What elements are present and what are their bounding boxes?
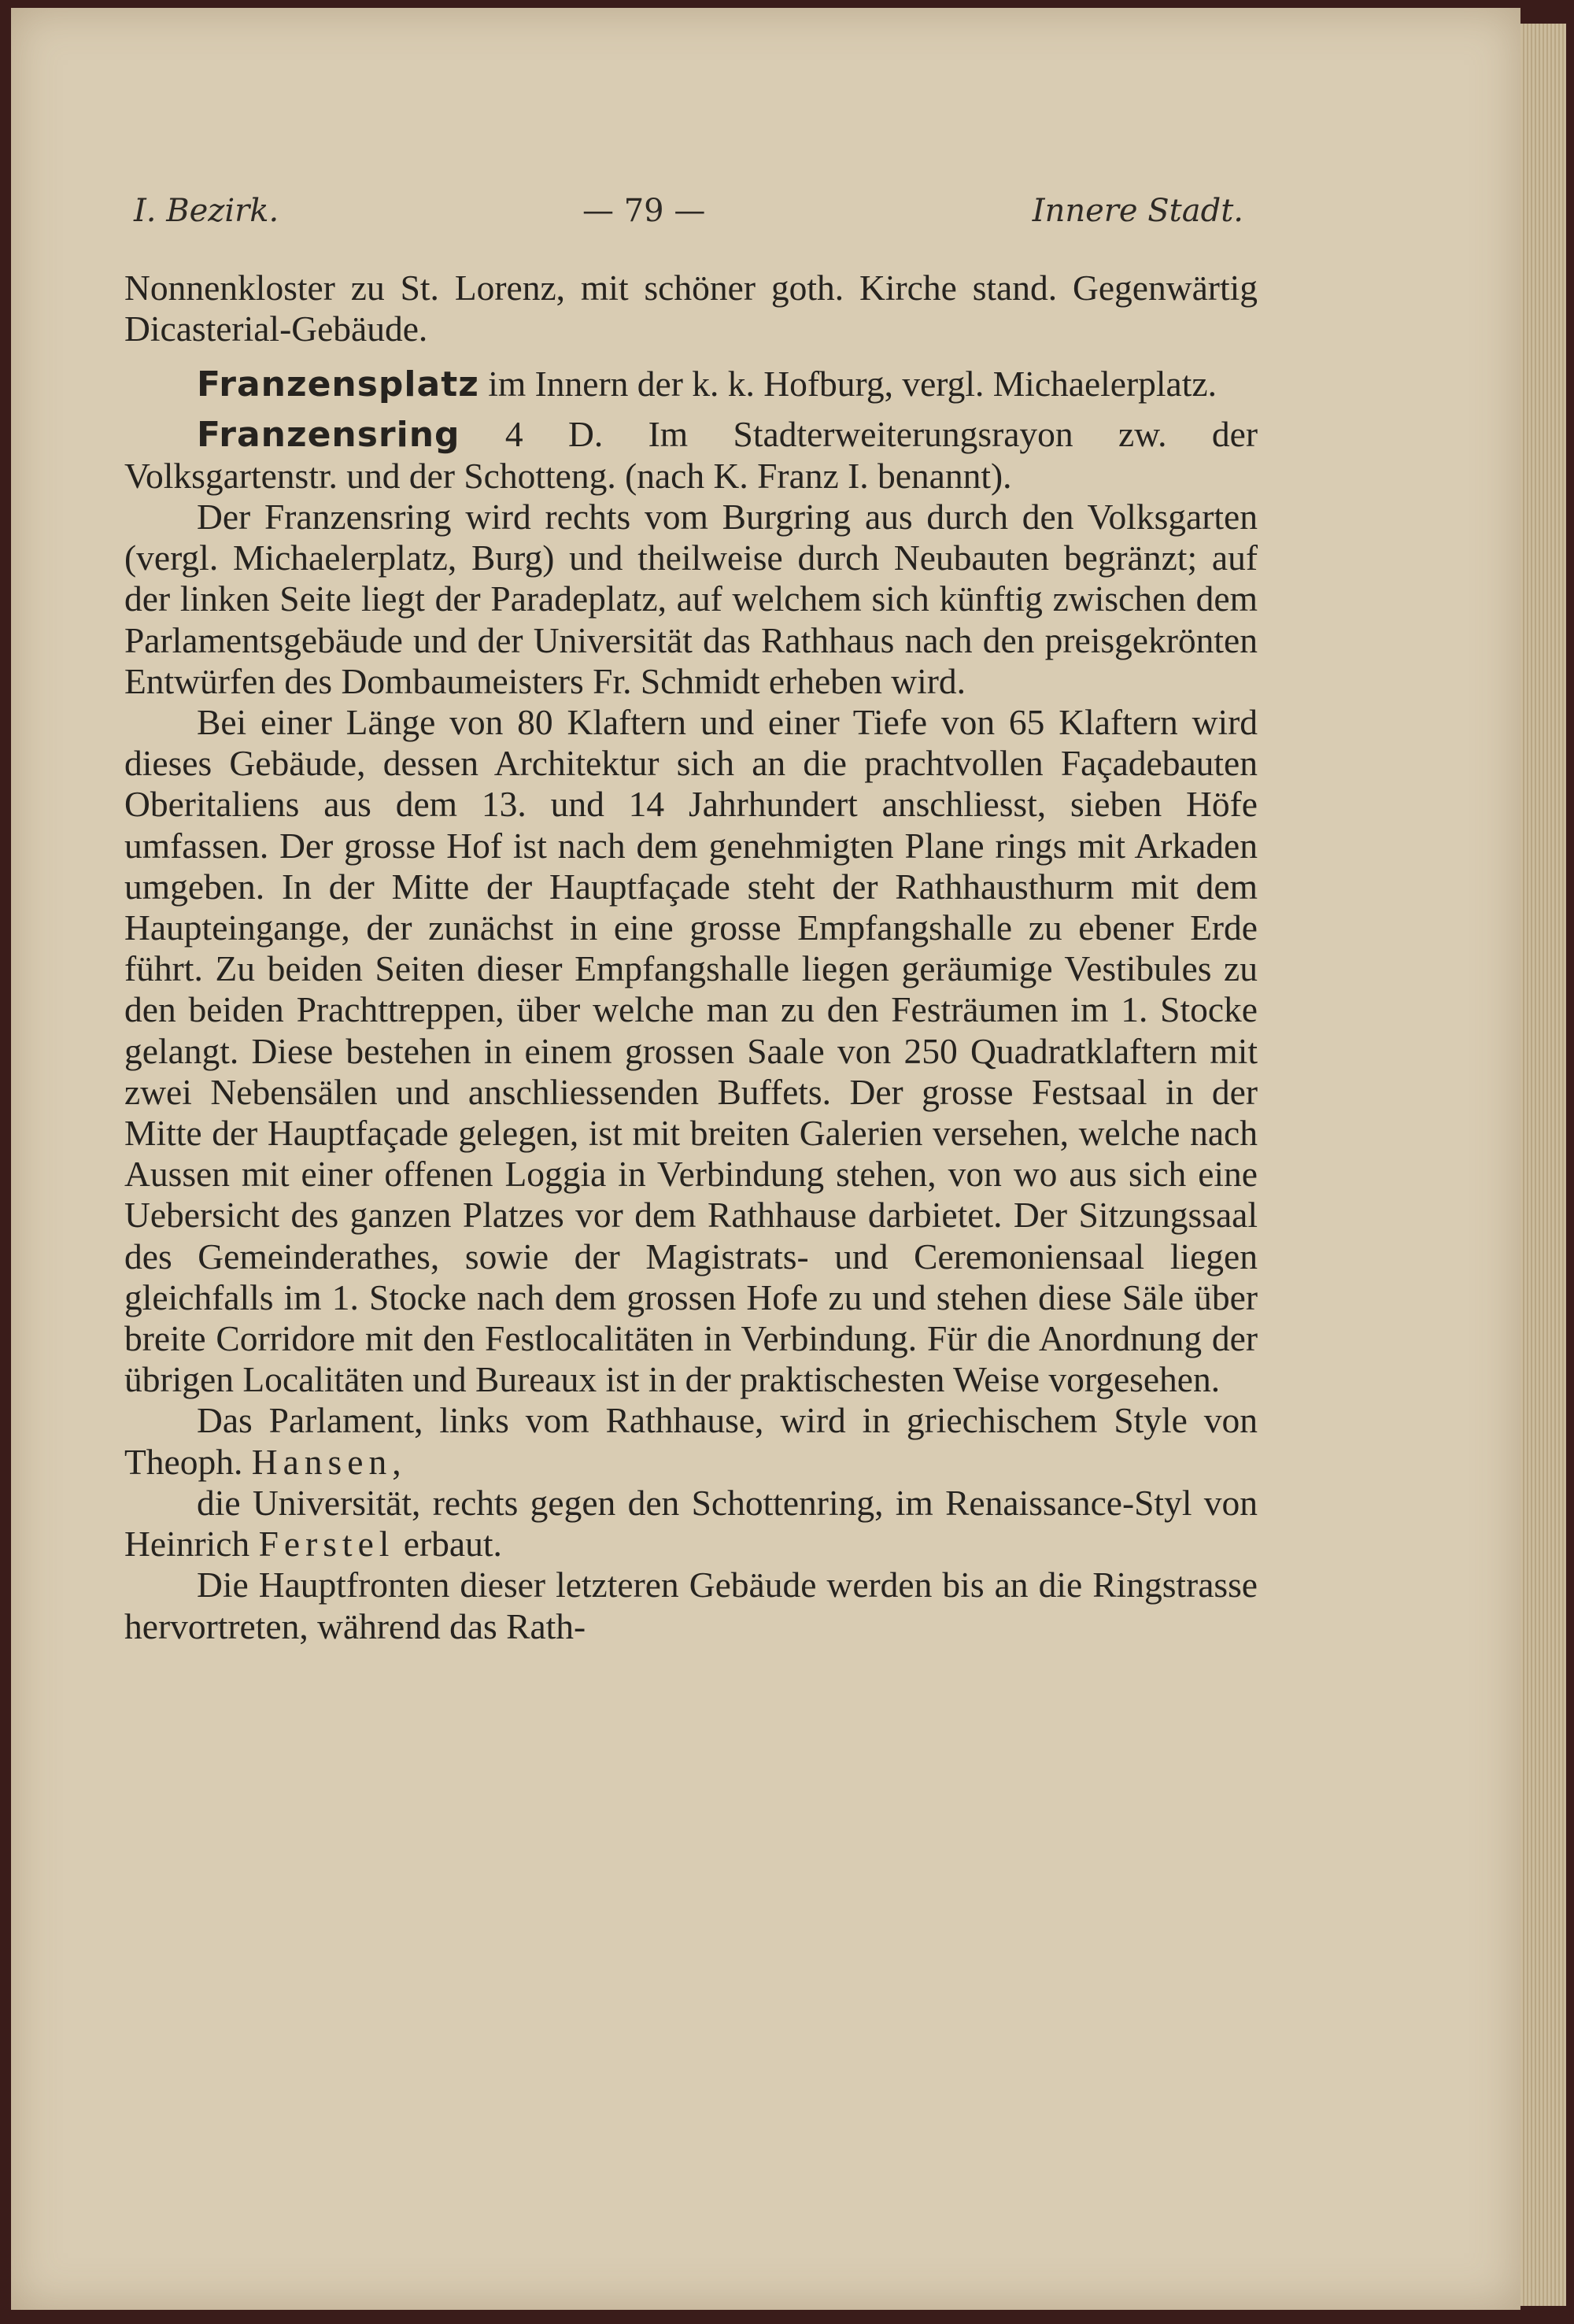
paragraph-universitaet: [124, 1483, 1258, 1565]
paragraph-text: erbaut.: [394, 1524, 502, 1565]
entry-franzensring: [124, 414, 1258, 497]
paragraph-hauptfronten: Die Hauptfronten dieser letzteren Gebäude werden bis an die Ringstrasse hervortreten, während das Rath-: [124, 1565, 1258, 1646]
paragraph-text: Das Parlament, links vom Rathhause, wird in griechischem Style von Theoph.: [124, 1400, 1258, 1482]
body-text: [124, 268, 1258, 1647]
entry-keyword: Franzensring: [197, 414, 460, 455]
running-header: [134, 193, 1243, 240]
paragraph-nonnenkloster: Nonnenkloster zu St. Lorenz, mit schöner goth. Kirche stand. Gegenwärtig Dicasterial-Gebäude.: [124, 268, 1258, 349]
architect-name: Ferstel: [258, 1524, 395, 1565]
header-section: Innere Stadt.: [1032, 193, 1243, 229]
paragraph-text: die Universität, rechts gegen den Schottenring, im Renaissance-Styl von Heinrich: [124, 1482, 1258, 1565]
entry-keyword: Franzensplatz: [197, 364, 479, 405]
entry-text: 4 D. Im Stadterweiterungsrayon zw. der Volksgartenstr. und der Schotteng. (nach K. Franz I. benannt).: [124, 413, 1258, 496]
paragraph-franzensring-description: Der Franzensring wird rechts vom Burgring aus durch den Volksgarten (vergl. Michaelerplatz, Burg) und theilweise durch Neubauten begränzt; auf der linken Seite liegt der Paradeplatz, auf welchem sich künftig zwischen dem Parlamentsgebäude und der Universität das Rathhaus nach den preisgekrönten Entwürfen des Dombaumeisters Fr. Schmidt erheben wird.: [124, 497, 1258, 701]
paragraph-parlament: [124, 1400, 1258, 1482]
paragraph-rathhaus: Bei einer Länge von 80 Klaftern und einer Tiefe von 65 Klaftern wird dieses Gebäude, dessen Architektur sich an die prachtvollen Façadebauten Oberitaliens aus dem 13. und 14 Jahrhundert anschliesst, sieben Höfe umfassen. Der grosse Hof ist nach dem genehmigten Plane rings mit Arkaden umgeben. In der Mitte der Hauptfaçade steht der Rathhausthurm mit dem Haupteingange, der zunächst in eine grosse Empfangshalle zu ebener Erde führt. Zu beiden Seiten dieser Empfangshalle liegen geräumige Vestibules zu den beiden Prachttreppen, über welche man zu den Festräumen im 1. Stocke gelangt. Diese bestehen in einem grossen Saale von 250 Quadratklaftern mit zwei Nebensälen und anschliessenden Buffets. Der grosse Festsaal in der Mitte der Hauptfaçade gelegen, ist mit breiten Galerien versehen, welche nach Aussen mit einer offenen Loggia in Verbindung stehen, von wo aus sich eine Uebersicht des ganzen Platzes vor dem Rathhause darbietet. Der Sitzungssaal des Gemeinderathes, sowie der Magistrats- und Ceremoniensaal liegen gleichfalls im 1. Stocke nach dem grossen Hofe zu und stehen diese Säle über breite Corridore mit den Festlocalitäten in Verbindung. Für die Anordnung der übrigen Localitäten und Bureaux ist in der praktischesten Weise vorgesehen.: [124, 702, 1258, 1400]
entry-franzensplatz: [124, 364, 1258, 405]
entry-text: im Innern der k. k. Hofburg, vergl. Michaelerplatz.: [478, 364, 1217, 405]
page-edges: [1520, 24, 1566, 2306]
page-number: — 79 —: [582, 193, 706, 229]
architect-name: Hansen: [251, 1441, 393, 1482]
paragraph-text: ,: [392, 1441, 401, 1482]
header-district: I. Bezirk.: [134, 193, 279, 229]
